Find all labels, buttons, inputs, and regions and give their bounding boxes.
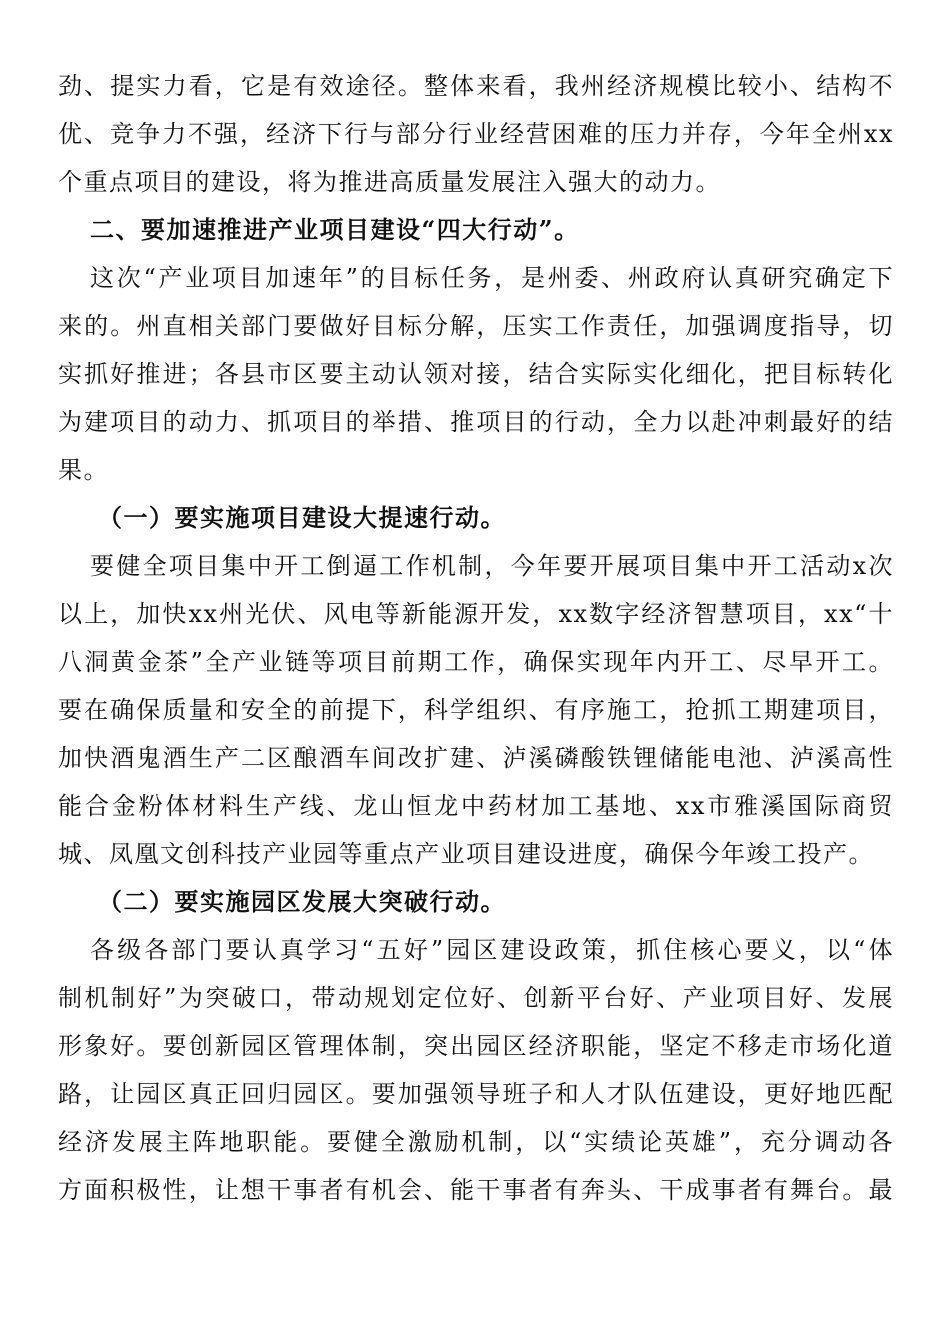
text-line: 优、竞争力不强，经济下行与部分行业经营困难的压力并存，今年全州xx	[58, 120, 894, 148]
text-line: 劲、提实力看，它是有效途径。整体来看，我州经济规模比较小、结构不	[58, 72, 894, 100]
text-line: 果。	[58, 456, 109, 484]
text-line: 以上，加快xx州光伏、风电等新能源开发，xx数字经济智慧项目，xx“十	[58, 600, 894, 628]
text-line: 各级各部门要认真学习“五好”园区建设政策，抓住核心要义，以“体	[90, 936, 894, 964]
section-heading: 二、要加速推进产业项目建设“四大行动”。	[90, 215, 580, 244]
text-line: 城、凤凰文创科技产业园等重点产业项目建设进度，确保今年竣工投产。	[58, 840, 874, 868]
text-line: 要在确保质量和安全的前提下，科学组织、有序施工，抢抓工期建项目，	[58, 696, 894, 724]
document-page	[58, 62, 894, 1214]
subsection-heading: （二）要实施园区发展大突破行动。	[98, 887, 506, 916]
text-line: 这次“产业项目加速年”的目标任务，是州委、州政府认真研究确定下	[90, 264, 894, 292]
text-line: 实抓好推进；各县市区要主动认领对接，结合实际实化细化，把目标转化	[58, 360, 894, 388]
text-line: 制机制好”为突破口，带动规划定位好、创新平台好、产业项目好、发展	[58, 984, 894, 1012]
text-line: 路，让园区真正回归园区。要加强领导班子和人才队伍建设，更好地匹配	[58, 1080, 894, 1108]
text-line: 形象好。要创新园区管理体制，突出园区经济职能，坚定不移走市场化道	[58, 1032, 894, 1060]
text-line: 个重点项目的建设，将为推进高质量发展注入强大的动力。	[58, 168, 721, 196]
text-line: 加快酒鬼酒生产二区酿酒车间改扩建、泸溪磷酸铁锂储能电池、泸溪高性	[58, 744, 894, 772]
text-line: 要健全项目集中开工倒逼工作机制，今年要开展项目集中开工活动x次	[90, 552, 894, 580]
text-line: 八洞黄金茶”全产业链等项目前期工作，确保实现年内开工、尽早开工。	[58, 648, 894, 676]
text-line: 为建项目的动力、抓项目的举措、推项目的行动，全力以赴冲刺最好的结	[58, 408, 894, 436]
text-line: 经济发展主阵地职能。要健全激励机制，以“实绩论英雄”，充分调动各	[58, 1128, 894, 1156]
text-line: 来的。州直相关部门要做好目标分解，压实工作责任，加强调度指导，切	[58, 312, 894, 340]
subsection-heading: （一）要实施项目建设大提速行动。	[98, 503, 506, 532]
text-line: 方面积极性，让想干事者有机会、能干事者有奔头、干成事者有舞台。最	[58, 1176, 894, 1204]
text-line: 能合金粉体材料生产线、龙山恒龙中药材加工基地、xx市雅溪国际商贸	[58, 792, 894, 820]
